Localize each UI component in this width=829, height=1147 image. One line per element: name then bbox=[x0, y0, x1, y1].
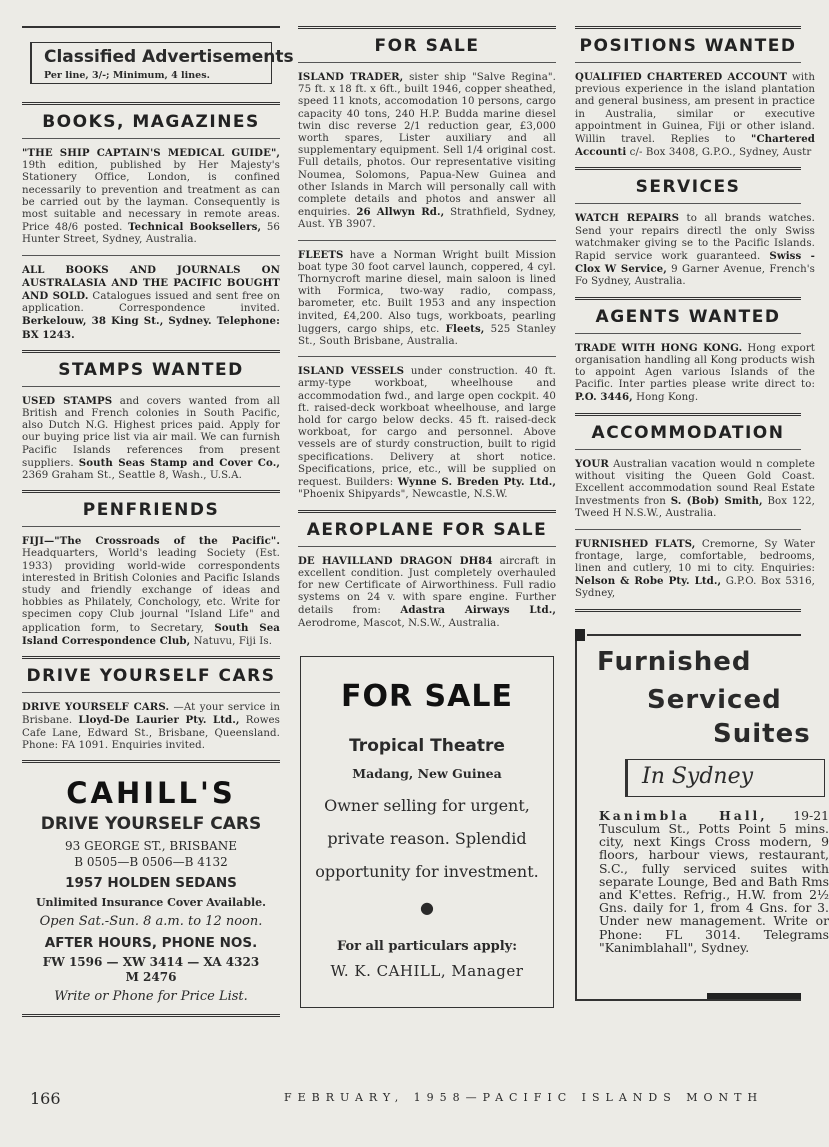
ad-lead: QUALIFIED CHARTERED ACCOUNT bbox=[575, 71, 787, 83]
ad-body: 19th edition, published by Her Majesty's Stationery Office, London, is confined necessarily to prevention and treatment as can be carried out by the layman. Consequently is most suitable and necessary in remote areas. Price 48/6 posted. bbox=[22, 160, 280, 234]
theatre-for-sale: FOR SALE bbox=[341, 678, 513, 714]
ad-address: 2369 Graham St., Seattle 8, Wash., U.S.A. bbox=[22, 470, 242, 482]
ad-advertiser: South Sea Island Correspondence Club, bbox=[22, 621, 280, 647]
ad-lead: DE HAVILLAND DRAGON DH84 bbox=[298, 554, 493, 567]
ad-penfriends bbox=[22, 527, 280, 656]
ad-books-journals bbox=[22, 256, 280, 350]
classified-title: Classified Advertisements bbox=[44, 47, 294, 67]
ad-advertiser: Lloyd-De Laurier Pty. Ltd., bbox=[78, 714, 240, 727]
theatre-message bbox=[301, 789, 553, 888]
top-rule bbox=[587, 634, 801, 636]
corner-mark bbox=[575, 629, 585, 641]
ad-advertiser: 26 Allwyn Rd., bbox=[356, 206, 445, 219]
theatre-location: Madang, New Guinea bbox=[352, 765, 502, 781]
theatre-name: Tropical Theatre bbox=[349, 735, 505, 756]
suites-title-line: Serviced bbox=[647, 684, 782, 715]
section-heading-agents: AGENTS WANTED bbox=[595, 306, 781, 327]
ad-body: —At your service in Brisbane. bbox=[22, 702, 280, 727]
ad-ship-guide bbox=[22, 139, 280, 255]
ad-lead: YOUR bbox=[575, 457, 609, 470]
ad-lead: USED STAMPS bbox=[22, 394, 113, 407]
ad-advertiser: "Chartered Accounti bbox=[575, 133, 815, 159]
issue-line: FEBRUARY, 1958—PACIFIC ISLANDS MONTH bbox=[284, 1091, 764, 1104]
section-heading-drive: DRIVE YOURSELF CARS bbox=[26, 666, 276, 687]
ad-body: Hong export organisation handling all Kong products wish to appoint Agen various Islands of the Pacific. Inter parties please write direct to: bbox=[575, 342, 815, 391]
ad-gold-coast bbox=[575, 450, 815, 529]
ad-fleets bbox=[298, 241, 556, 357]
ad-body: sister ship "Salve Regina". 75 ft. x 18 ft. x 6ft., built 1946, copper sheathed, speed 11 knots, accomodation 10 persons, cargo capacity 40 tons, 240 H.P. Budda marine diesel twin disc reverse 2/1 reduction gear, £3,000 worth spares, Lister auxiliary and all supplementary equipment. Sell 1/4 original cost. Full details, photos. Our representative visiting Noumea, Solomons, Papua-New Guinea and other Islands in March will personally call with complete details and photos and answer all enquiries. bbox=[298, 72, 556, 219]
ad-drive-yourself bbox=[22, 693, 280, 760]
suites-city: In Sydney bbox=[625, 759, 825, 797]
suites-title-line: Suites bbox=[713, 718, 811, 749]
section-heading-services: SERVICES bbox=[635, 177, 741, 198]
ad-watch-repairs bbox=[575, 204, 815, 296]
ad-body: with previous experience in the island plantation and general business, am present in practice in Australia, similar or executive appointment in Guinea, Fiji or other island. Willin travel. Replies to bbox=[575, 72, 815, 146]
ad-advertiser: Nelson & Robe Pty. Ltd., bbox=[575, 575, 722, 588]
ad-address: Box 122, Tweed H N.S.W., Australia. bbox=[575, 496, 815, 520]
ad-lead: FIJI—"The Crossroads of the Pacific". bbox=[22, 535, 280, 548]
cahill-brand: CAHILL'S bbox=[66, 775, 236, 810]
ad-advertiser: Swiss - Clox W Service, bbox=[575, 250, 815, 276]
ad-dragon-aircraft bbox=[298, 547, 556, 638]
ad-advertiser: Technical Booksellers, bbox=[128, 221, 262, 234]
ad-tropical-theatre bbox=[300, 656, 554, 1008]
ad-lead: DRIVE YOURSELF CARS. bbox=[22, 701, 170, 714]
ad-address: Natuvu, Fiji Is. bbox=[193, 635, 273, 647]
bottom-rule bbox=[577, 999, 801, 1001]
top-rule bbox=[22, 26, 280, 28]
section-heading-books: BOOKS, MAGAZINES bbox=[42, 112, 260, 132]
suites-body bbox=[599, 809, 829, 954]
ad-lead: ALL BOOKS AND JOURNALS ON AUSTRALASIA AND THE PACIFIC BOUGHT AND SOLD. bbox=[22, 263, 280, 303]
classified-header-box bbox=[30, 42, 294, 84]
theatre-message-line: Owner selling for urgent, bbox=[324, 795, 530, 815]
ad-address: Strathfield, Sydney, Aust. YB 3907. bbox=[298, 207, 556, 231]
ad-advertiser: Berkelouw, 38 King St., Sydney. Telephone: BX 1243. bbox=[22, 315, 280, 341]
page-footer bbox=[22, 1087, 802, 1111]
ad-address: G.P.O. Box 5316, Sydney, bbox=[575, 576, 816, 600]
column-middle bbox=[298, 26, 556, 1008]
ad-address: 525 Stanley St., South Brisbane, Australia. bbox=[298, 323, 556, 348]
ad-furnished-flats bbox=[575, 530, 815, 609]
ad-body: under construction. 40 ft. army-type workboat, wheelhouse and accommodation fwd., and large open cockpit. 40 ft. raised-deck workboat wheelhouse, and large hold for cargo below decks. 45 ft. raised-deck workboat, for cargo and personnel. Above vessels are of sturdy construction, built to rigid specifications. Delivery at short notice. Specifications, price, etc., will be supplied on request. Builders: bbox=[298, 366, 557, 489]
suites-details: 19-21 Tusculum St., Potts Point 5 mins. city, next Kings Cross modern, 9 floors, harbour views, restaurant, S.C., fully serviced suites with separate Lounge, Bed and Bath Rms and K'ettes. Refrig., H.W. from 2½ Gns. daily for 1, from 4 Gns. for 3. Under new management. Write or Phone: FL 3014. Telegrams "Kanimblahall", Sydney. bbox=[599, 807, 829, 955]
theatre-contact: W. K. CAHILL, Manager bbox=[330, 961, 524, 980]
ad-advertiser: S. (Bob) Smith, bbox=[670, 495, 763, 508]
cahill-after-hours: AFTER HOURS, PHONE NOS. bbox=[44, 934, 258, 951]
ad-lead: ISLAND VESSELS bbox=[298, 365, 405, 378]
section-heading-for-sale: FOR SALE bbox=[374, 36, 480, 56]
suites-title-line: Furnished bbox=[597, 646, 752, 677]
ad-body: Australian vacation would n complete without visiting the Queen Gold Coast. Excellent accommodation sound Real Estate Investments fron bbox=[575, 458, 816, 508]
ad-island-trader bbox=[298, 63, 556, 240]
ad-lead: TRADE WITH HONG KONG. bbox=[575, 341, 743, 354]
ad-body: to all brands watches. Send your repairs directl the only Swiss watchmaker giving se to the Pacific Islands. Rapid service work guaranteed. bbox=[575, 213, 815, 263]
ad-body: Headquarters, World's leading Society (Est. 1933) providing world-wide correspondents interested in British Colonies and Pacific Islands study and friendly exchange of ideas and hobbies as Philately, Conchology, etc. Write for specimen copy Club journal "Island Life" and application form, to Secretary, bbox=[22, 548, 280, 634]
ad-advertiser: Fleets, bbox=[445, 322, 485, 335]
section-heading-accommodation: ACCOMMODATION bbox=[591, 422, 785, 443]
theatre-message-line: opportunity for investment. bbox=[315, 861, 539, 881]
ad-stamps bbox=[22, 387, 280, 490]
ad-body: Catalogues issued and sent free on application. Correspondence invited. bbox=[22, 291, 280, 315]
cahill-subtitle: DRIVE YOURSELF CARS bbox=[40, 813, 262, 834]
ad-kanimbla-hall bbox=[575, 629, 829, 1001]
ad-advertiser: Wynne S. Breden Pty. Ltd., bbox=[397, 476, 556, 489]
ad-body: and covers wanted from all British and French colonies in South Pacific, also Dutch N.G. Highest prices paid. Apply for our buying price list via air mail. We can furnish Pacific Islands references from present suppliers. bbox=[22, 395, 280, 469]
section-heading-positions: POSITIONS WANTED bbox=[579, 36, 797, 56]
ad-lead: "THE SHIP CAPTAIN'S MEDICAL GUIDE", bbox=[22, 147, 280, 159]
cahill-phones: B 0505—B 0506—B 4132 bbox=[74, 854, 228, 869]
ad-lead: WATCH REPAIRS bbox=[575, 212, 680, 225]
ad-lead: FLEETS bbox=[298, 248, 344, 261]
ad-address: 56 Hunter Street, Sydney, Australia. bbox=[22, 222, 280, 246]
page-number: 166 bbox=[30, 1089, 61, 1108]
ad-advertiser: South Seas Stamp and Cover Co., bbox=[78, 456, 280, 469]
cahill-address: 93 GEORGE ST., BRISBANE bbox=[65, 838, 237, 853]
ad-address: Hong Kong. bbox=[636, 392, 699, 404]
ad-body: have a Norman Wright built Mission boat type 30 foot carvel launch, coppered, 4 cyl. Thornycroft marine diesel, main saloon is lined with Formica, two-way radio, compass, barometer, etc. Built 1953 and any inspection invited, £4,200. Also tugs, workboats, pearling luggers, cargo ships, etc. bbox=[298, 249, 557, 335]
classified-rate: Per line, 3/-; Minimum, 4 lines. bbox=[44, 70, 210, 81]
section-heading-penfriends: PENFRIENDS bbox=[82, 500, 220, 521]
cahill-holden: 1957 HOLDEN SEDANS bbox=[65, 874, 237, 891]
column-left bbox=[22, 26, 294, 1018]
ad-advertiser: Adastra Airways Ltd., bbox=[400, 604, 557, 617]
cahill-hours: Open Sat.-Sun. 8 a.m. to 12 noon. bbox=[39, 913, 263, 929]
cahill-after-phone-2: M 2476 bbox=[125, 969, 177, 984]
bullet-icon: ● bbox=[420, 897, 434, 917]
suites-hall-name: Kanimbla Hall, bbox=[599, 807, 768, 823]
ad-advertiser: P.O. 3446, bbox=[575, 391, 633, 404]
section-rule bbox=[22, 1014, 280, 1018]
ad-address: "Phoenix Shipyards", Newcastle, N.S.W. bbox=[298, 489, 508, 501]
ad-address: Rowes Cafe Lane, Edward St., Brisbane, Queensland. Phone: FA 1091. Enquiries invited. bbox=[22, 715, 281, 751]
ad-body: aircraft in excellent condition. Just completely overhauled for new Certificate of Airworthiness. Full radio systems on 24 v. with spare engine. Further details from: bbox=[298, 555, 556, 617]
ad-lead: FURNISHED FLATS, bbox=[575, 537, 696, 550]
ad-lead: ISLAND TRADER, bbox=[298, 71, 404, 83]
ad-address: c/- Box 3408, G.P.O., Sydney, Austr bbox=[629, 147, 812, 159]
cahill-after-phones: FW 1596 — XW 3414 — XA 4323 bbox=[42, 954, 260, 969]
section-heading-aeroplane: AEROPLANE FOR SALE bbox=[306, 519, 548, 540]
ad-island-vessels bbox=[298, 357, 556, 509]
ad-body: Cremorne, Sy Water frontage, large, comfortable, bedrooms, linen and cutlery, 10 mi to city. Enquiries: bbox=[575, 538, 815, 575]
section-rule bbox=[575, 609, 801, 613]
theatre-message-line: private reason. Splendid bbox=[327, 828, 527, 848]
ad-address: 9 Garner Avenue, French's Fo Sydney, Australia. bbox=[575, 264, 815, 288]
theatre-apply: For all particulars apply: bbox=[336, 938, 517, 954]
ad-chartered-accountant bbox=[575, 63, 815, 167]
cahill-insurance: Unlimited Insurance Cover Available. bbox=[35, 895, 267, 909]
ad-address: Aerodrome, Mascot, N.S.W., Australia. bbox=[298, 617, 500, 629]
cahill-cta: Write or Phone for Price List. bbox=[54, 988, 248, 1004]
ad-cahills bbox=[22, 764, 280, 1014]
column-right bbox=[575, 26, 829, 1001]
ad-hong-kong-trade bbox=[575, 334, 815, 413]
section-heading-stamps: STAMPS WANTED bbox=[58, 359, 244, 380]
